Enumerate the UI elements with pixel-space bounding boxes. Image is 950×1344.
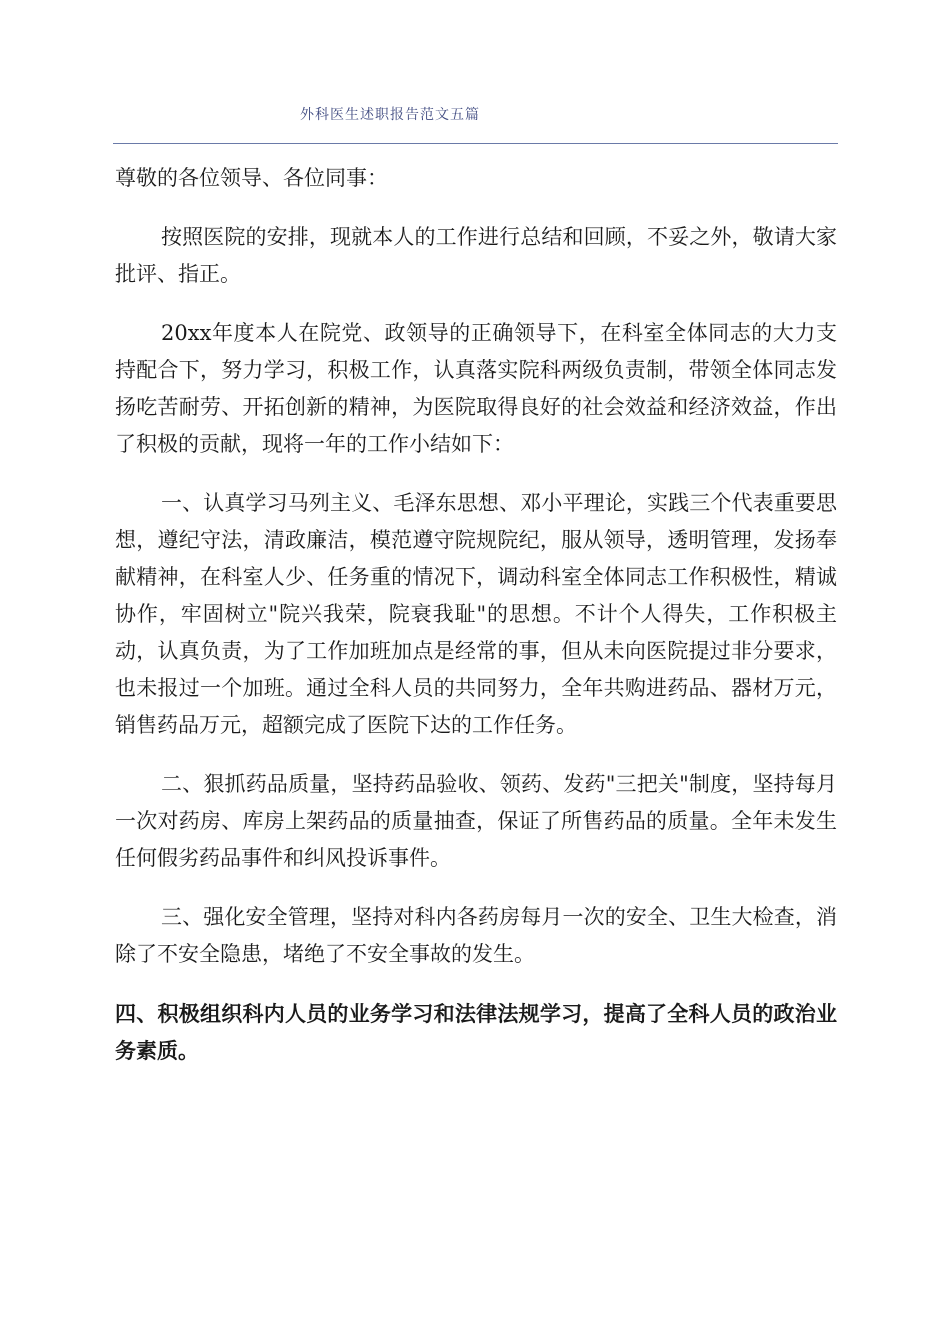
document-body <box>115 160 837 1091</box>
paragraph-intro: 按照医院的安排，现就本人的工作进行总结和回顾，不妥之外，敬请大家批评、指正。 <box>115 225 837 286</box>
header-title: 外科医生述职报告范文五篇 <box>300 107 480 123</box>
salutation: 尊敬的各位领导、各位同事： <box>115 166 388 190</box>
section-heading-4: 四、积极组织科内人员的业务学习和法律法规学习，提高了全科人员的政治业务素质。 <box>115 1001 837 1063</box>
header-divider <box>113 143 838 144</box>
paragraph-item-3: 三、强化安全管理，坚持对科内各药房每月一次的安全、卫生大检查，消除了不安全隐患，堵绝了不安全事故的发生。 <box>115 905 837 966</box>
paragraph-item-2: 二、狠抓药品质量，坚持药品验收、领药、发药"三把关"制度，坚持每月一次对药房、库房上架药品的质量抽查，保证了所售药品的质量。全年未发生任何假劣药品事件和纠风投诉事件。 <box>115 772 837 870</box>
paragraph-summary: 20xx年度本人在院党、政领导的正确领导下，在科室全体同志的大力支持配合下，努力学习，积极工作，认真落实院科两级负责制，带领全体同志发扬吃苦耐劳、开拓创新的精神，为医院取得良好的社会效益和经济效益，作出了积极的贡献，现将一年的工作小结如下： <box>115 321 837 456</box>
paragraph-item-1: 一、认真学习马列主义、毛泽东思想、邓小平理论，实践三个代表重要思想，遵纪守法，清政廉洁，模范遵守院规院纪，服从领导，透明管理，发扬奉献精神，在科室人少、任务重的情况下，调动科室全体同志工作积极性，精诚协作，牢固树立"院兴我荣，院衰我耻"的思想。不计个人得失，工作积极主动，认真负责，为了工作加班加点是经常的事，但从未向医院提过非分要求，也未报过一个加班。通过全科人员的共同努力，全年共购进药品、器材万元，销售药品万元，超额完成了医院下达的工作任务。 <box>115 491 837 737</box>
